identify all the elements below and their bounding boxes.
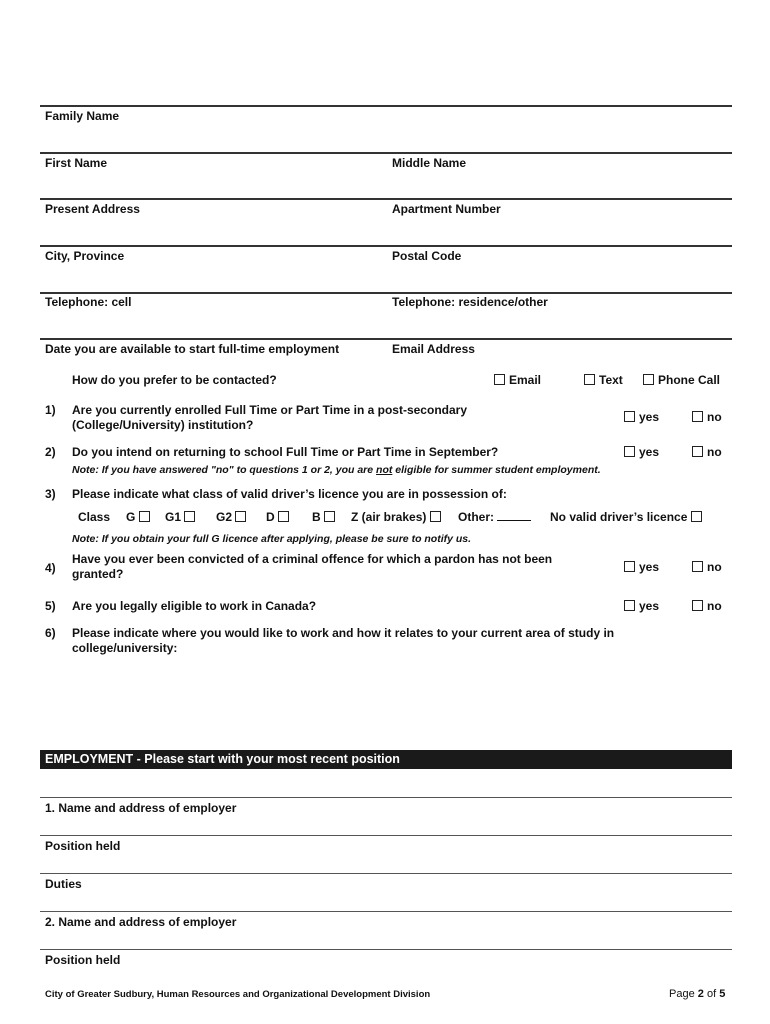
contact-question: How do you prefer to be contacted? bbox=[72, 373, 277, 387]
footer-organization: City of Greater Sudbury, Human Resources and Organizational Development Division bbox=[45, 989, 431, 1000]
checkbox-icon[interactable] bbox=[139, 511, 150, 522]
q1-no[interactable]: no bbox=[692, 410, 722, 424]
checkbox-icon[interactable] bbox=[624, 561, 635, 572]
q5-yes[interactable]: yes bbox=[624, 599, 659, 613]
checkbox-icon[interactable] bbox=[624, 411, 635, 422]
licence-b[interactable]: B bbox=[312, 510, 339, 524]
checkbox-icon[interactable] bbox=[692, 561, 703, 572]
q4-number: 4) bbox=[45, 561, 56, 575]
checkbox-icon[interactable] bbox=[692, 411, 703, 422]
contact-option-phone[interactable]: Phone Call bbox=[643, 373, 720, 387]
checkbox-icon[interactable] bbox=[643, 374, 654, 385]
checkbox-icon[interactable] bbox=[692, 446, 703, 457]
emp-rule-1 bbox=[40, 797, 732, 798]
licence-other[interactable]: Other: bbox=[458, 510, 531, 524]
employment-header: EMPLOYMENT - Please start with your most recent position bbox=[40, 750, 732, 769]
position-1-field[interactable]: Position held bbox=[45, 839, 121, 853]
checkbox-icon[interactable] bbox=[430, 511, 441, 522]
family-name-field[interactable]: Family Name bbox=[45, 109, 120, 123]
emp-rule-5 bbox=[40, 949, 732, 950]
rule-2 bbox=[40, 198, 732, 200]
q2-number: 2) bbox=[45, 445, 56, 459]
emp-rule-4 bbox=[40, 911, 732, 912]
q1-number: 1) bbox=[45, 403, 56, 417]
checkbox-icon[interactable] bbox=[691, 511, 702, 522]
contact-option-email[interactable]: Email bbox=[494, 373, 541, 387]
note-licence: Note: If you obtain your full G licence after applying, please be sure to notify us. bbox=[72, 533, 472, 545]
licence-z[interactable]: Z (air brakes) bbox=[351, 510, 445, 524]
checkbox-icon[interactable] bbox=[624, 446, 635, 457]
licence-none[interactable]: No valid driver’s licence bbox=[550, 510, 706, 524]
licence-g[interactable]: G bbox=[126, 510, 154, 524]
q3-text: Please indicate what class of valid driver’s licence you are in possession of: bbox=[72, 487, 507, 501]
checkbox-icon[interactable] bbox=[584, 374, 595, 385]
q4-yes[interactable]: yes bbox=[624, 560, 659, 574]
q2-text: Do you intend on returning to school Full Time or Part Time in September? bbox=[72, 445, 499, 459]
checkbox-icon[interactable] bbox=[494, 374, 505, 385]
q6-text: Please indicate where you would like to work and how it relates to your current area of study in college/university: bbox=[72, 626, 615, 655]
checkbox-icon[interactable] bbox=[692, 600, 703, 611]
rule-3 bbox=[40, 245, 732, 247]
employer-2-field[interactable]: 2. Name and address of employer bbox=[45, 915, 237, 929]
q2-yes[interactable]: yes bbox=[624, 445, 659, 459]
position-2-field[interactable]: Position held bbox=[45, 953, 121, 967]
q1-text: Are you currently enrolled Full Time or Part Time in a post-secondary (College/University) institution? bbox=[72, 403, 467, 432]
licence-d[interactable]: D bbox=[266, 510, 293, 524]
present-address-field[interactable]: Present Address bbox=[45, 202, 140, 216]
telephone-residence-field[interactable]: Telephone: residence/other bbox=[392, 295, 548, 309]
q5-text: Are you legally eligible to work in Canada? bbox=[72, 599, 317, 613]
page-number: Page 2 of 5 bbox=[669, 988, 726, 1000]
emp-rule-2 bbox=[40, 835, 732, 836]
checkbox-icon[interactable] bbox=[278, 511, 289, 522]
licence-g2[interactable]: G2 bbox=[216, 510, 250, 524]
licence-g1[interactable]: G1 bbox=[165, 510, 199, 524]
contact-option-text[interactable]: Text bbox=[584, 373, 623, 387]
rule-5 bbox=[40, 338, 732, 340]
emp-rule-3 bbox=[40, 873, 732, 874]
rule-top bbox=[40, 105, 732, 107]
date-available-field[interactable]: Date you are available to start full-time employment bbox=[45, 342, 340, 356]
middle-name-field[interactable]: Middle Name bbox=[392, 156, 467, 170]
checkbox-icon[interactable] bbox=[324, 511, 335, 522]
city-province-field[interactable]: City, Province bbox=[45, 249, 125, 263]
checkbox-icon[interactable] bbox=[184, 511, 195, 522]
rule-4 bbox=[40, 292, 732, 294]
checkbox-icon[interactable] bbox=[624, 600, 635, 611]
postal-code-field[interactable]: Postal Code bbox=[392, 249, 462, 263]
q3-number: 3) bbox=[45, 487, 56, 501]
telephone-cell-field[interactable]: Telephone: cell bbox=[45, 295, 132, 309]
q1-yes[interactable]: yes bbox=[624, 410, 659, 424]
q5-number: 5) bbox=[45, 599, 56, 613]
q6-number: 6) bbox=[45, 626, 56, 640]
rule-1 bbox=[40, 152, 732, 154]
other-blank-input[interactable] bbox=[497, 511, 531, 521]
licence-class-label: Class bbox=[78, 510, 111, 524]
employer-1-field[interactable]: 1. Name and address of employer bbox=[45, 801, 237, 815]
apartment-number-field[interactable]: Apartment Number bbox=[392, 202, 501, 216]
note-eligibility: Note: If you have answered "no" to questions 1 or 2, you are not eligible for summer student employment. bbox=[72, 464, 601, 476]
q4-no[interactable]: no bbox=[692, 560, 722, 574]
email-address-field[interactable]: Email Address bbox=[392, 342, 475, 356]
first-name-field[interactable]: First Name bbox=[45, 156, 108, 170]
checkbox-icon[interactable] bbox=[235, 511, 246, 522]
q5-no[interactable]: no bbox=[692, 599, 722, 613]
duties-1-field[interactable]: Duties bbox=[45, 877, 82, 891]
q2-no[interactable]: no bbox=[692, 445, 722, 459]
q4-text: Have you ever been convicted of a criminal offence for which a pardon has not been granted? bbox=[72, 552, 553, 581]
